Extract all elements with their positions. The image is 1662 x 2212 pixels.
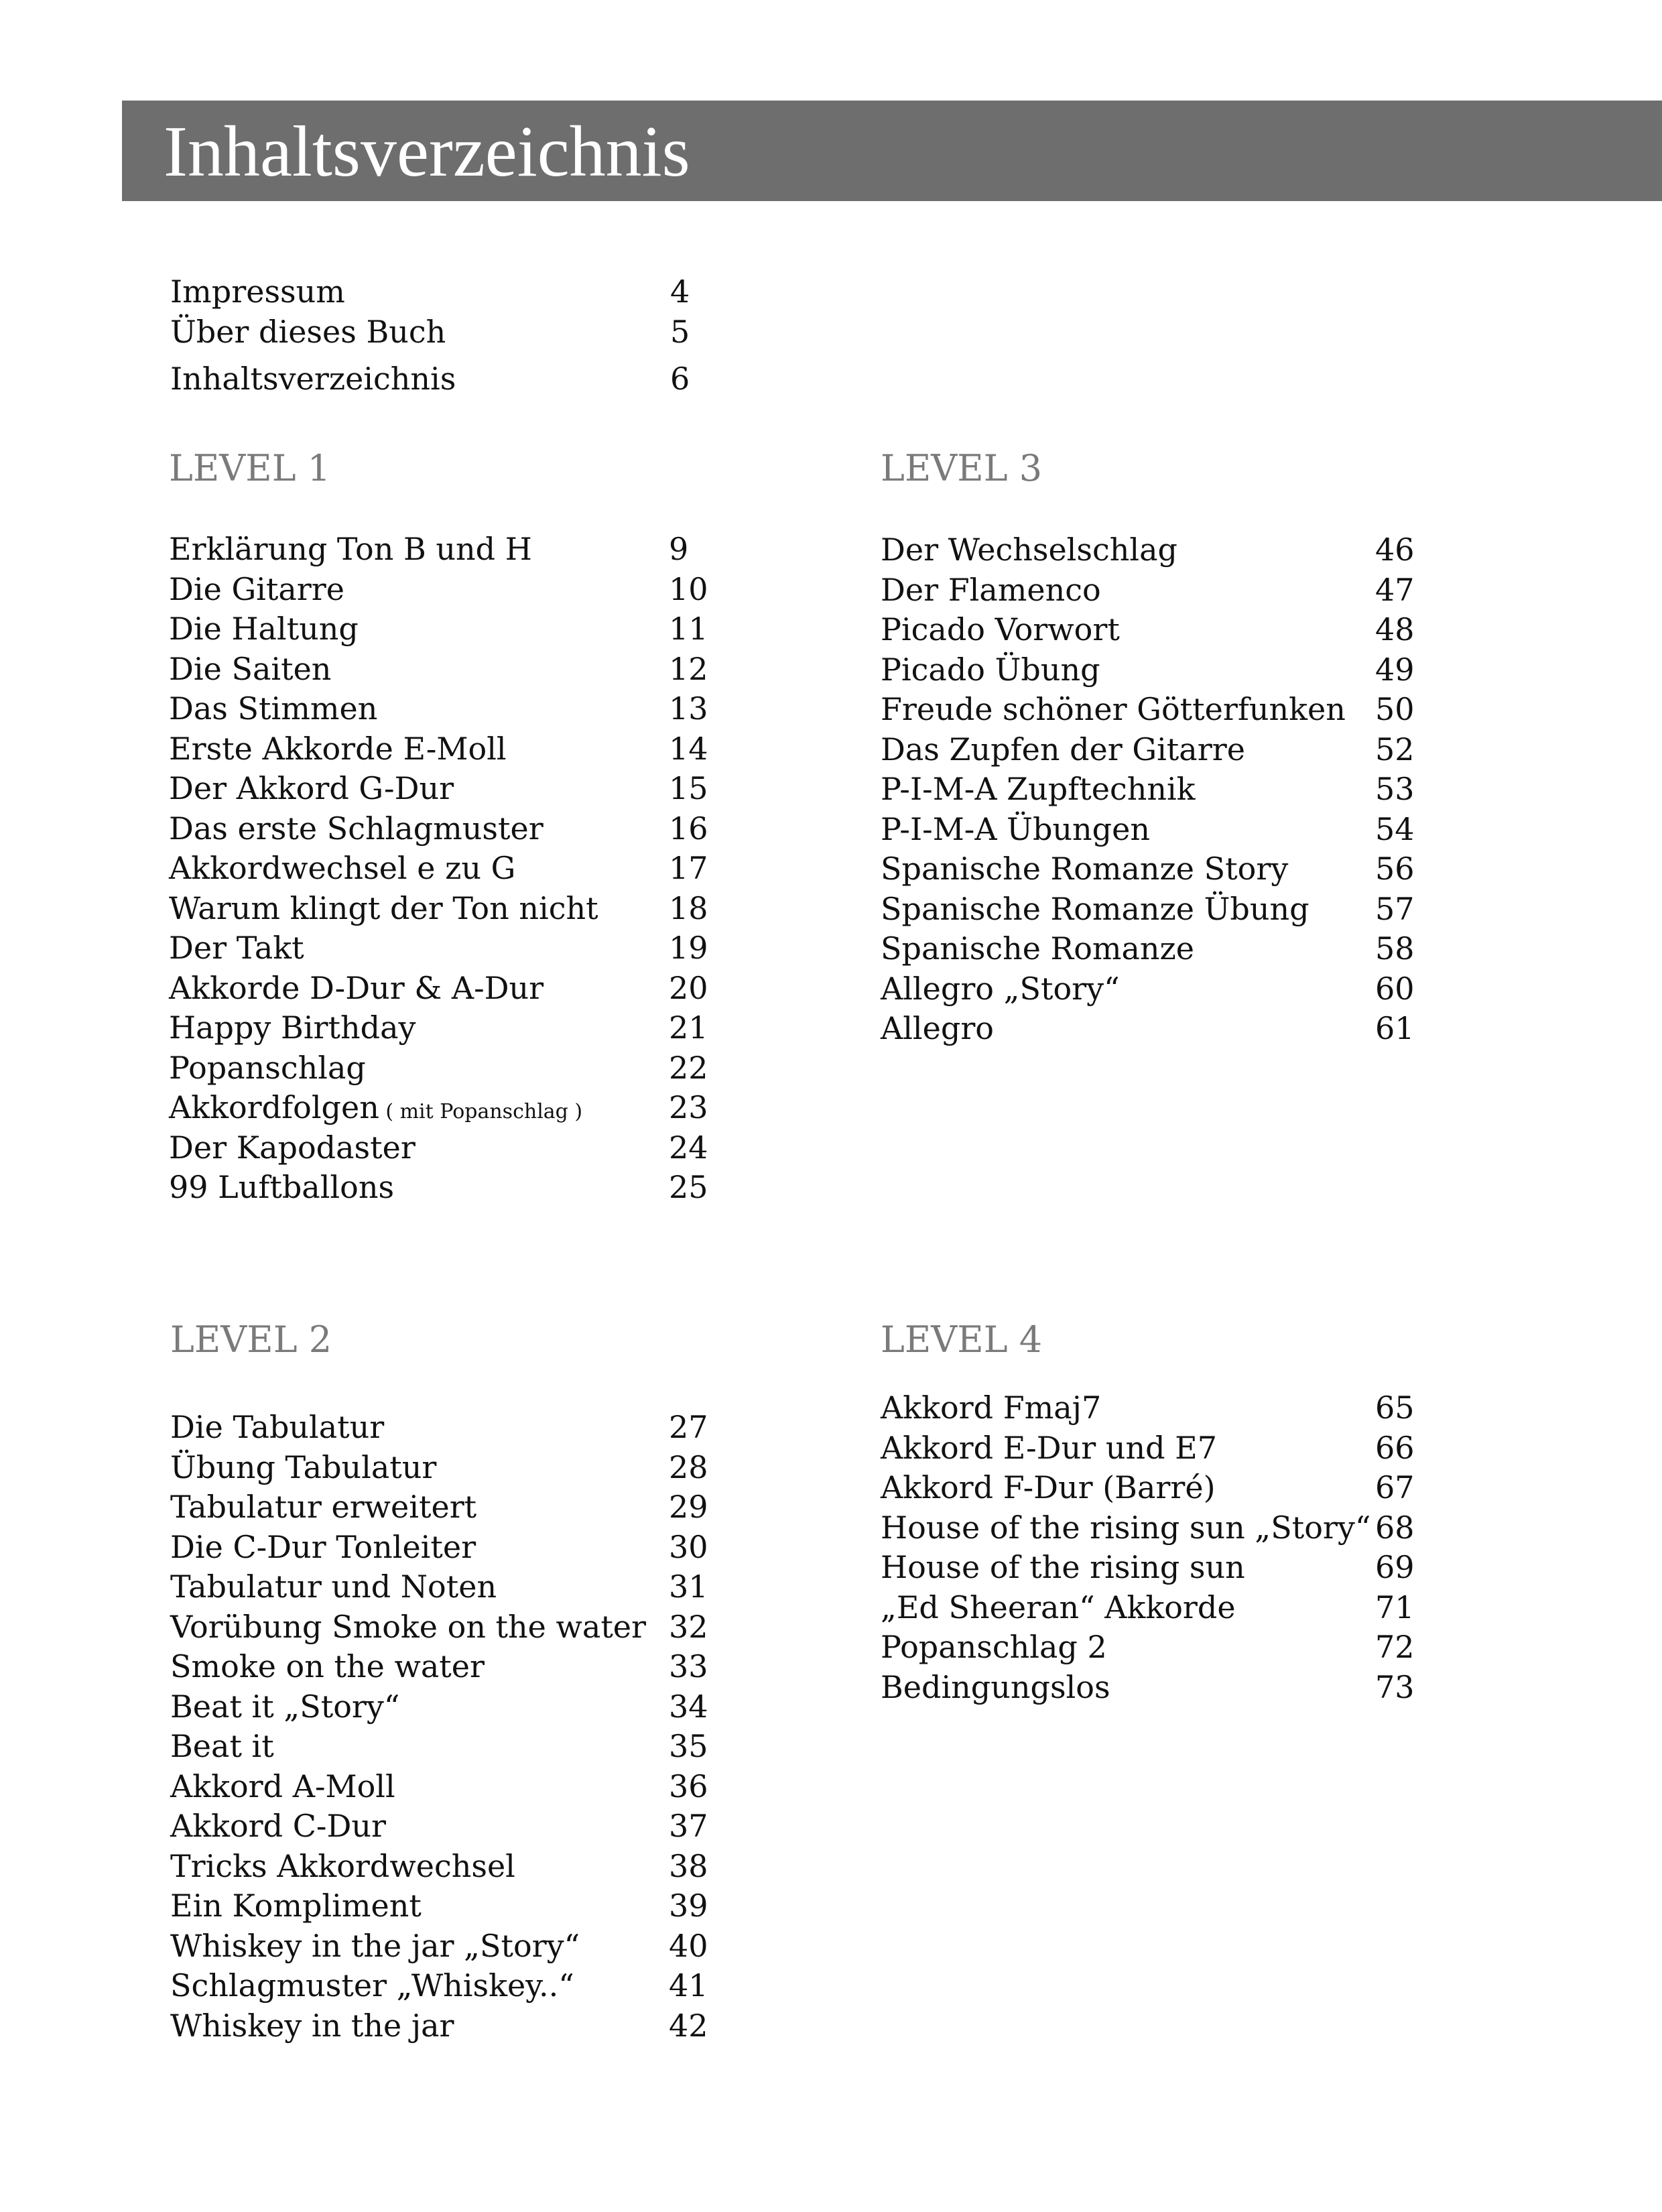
toc-entry[interactable]	[170, 1886, 722, 1926]
toc-entry[interactable]	[170, 359, 724, 399]
toc-entry-title-text: Impressum	[170, 273, 345, 310]
toc-entry-title-text: Akkord E-Dur und E7	[881, 1429, 1217, 1466]
toc-entry-title	[881, 530, 1177, 570]
toc-entry-page: 65	[1375, 1390, 1415, 1426]
toc-entry-title	[170, 1965, 574, 2006]
toc-entry-title	[170, 312, 446, 352]
toc-entry-page: 60	[1375, 970, 1415, 1007]
toc-entry-title	[170, 359, 456, 399]
toc-entry-page: 41	[669, 1967, 708, 2004]
toc-entry-title-text: Popanschlag 2	[881, 1629, 1107, 1665]
toc-entry-title-text: Die Saiten	[169, 650, 332, 687]
toc-entry[interactable]	[169, 968, 722, 1008]
toc-entry-title-text: House of the rising sun	[881, 1549, 1245, 1585]
toc-entry-title-text: Der Flamenco	[881, 571, 1101, 608]
toc-entry-page: 58	[1375, 930, 1415, 967]
toc-entry-title-text: Akkord A-Moll	[170, 1768, 395, 1804]
toc-entry-page: 71	[1375, 1589, 1415, 1625]
toc-entry-title	[881, 1388, 1101, 1428]
toc-entry[interactable]	[881, 1428, 1429, 1468]
toc-entry-title-text: Die Haltung	[169, 611, 359, 647]
toc-entry-title-text: Spanische Romanze	[881, 930, 1195, 967]
toc-entry[interactable]	[881, 928, 1429, 969]
toc-entry[interactable]	[881, 1508, 1429, 1548]
toc-entry[interactable]	[170, 1646, 722, 1686]
toc-entry-page: 16	[669, 810, 708, 847]
toc-entry-page: 67	[1375, 1469, 1415, 1506]
toc-entry-page: 49	[1375, 651, 1415, 688]
toc-entry-title-text: Das erste Schlagmuster	[169, 810, 544, 847]
toc-entry-title	[881, 1467, 1216, 1508]
toc-entry[interactable]	[170, 1766, 722, 1806]
toc-entry-title-text: Die Tabulatur	[170, 1409, 385, 1445]
toc-entry-title	[881, 849, 1288, 889]
toc-entry-title	[169, 609, 359, 649]
toc-entry-page: 21	[669, 1009, 708, 1046]
toc-entry-page: 73	[1375, 1668, 1415, 1705]
toc-entry[interactable]	[881, 1547, 1429, 1587]
toc-entry-title	[881, 689, 1346, 729]
toc-entry-page: 48	[1375, 611, 1415, 648]
toc-entry[interactable]	[170, 1447, 722, 1487]
toc-entry-note: ( mit Popanschlag )	[379, 1100, 583, 1123]
toc-entry-title	[169, 1167, 394, 1207]
toc-entry-page: 31	[669, 1569, 708, 1605]
toc-entry-title	[881, 1627, 1107, 1667]
toc-entry[interactable]	[170, 2006, 722, 2046]
toc-entry[interactable]	[169, 848, 722, 888]
toc-entry-page: 33	[669, 1648, 708, 1684]
level-heading: LEVEL 4	[881, 1318, 1043, 1361]
toc-entry-title	[170, 1726, 274, 1766]
toc-entry-page: 68	[1375, 1509, 1415, 1546]
toc-entry[interactable]	[170, 1407, 722, 1447]
toc-entry-page: 14	[669, 730, 708, 767]
toc-entry-title-text: Beat it „Story“	[170, 1688, 400, 1725]
toc-entry-title	[169, 768, 454, 808]
toc-entry-page: 47	[1375, 571, 1415, 608]
toc-entry-title-text: „Ed Sheeran“ Akkorde	[881, 1589, 1236, 1625]
toc-entry-page: 5	[670, 314, 690, 350]
toc-entry-title-text: Whiskey in the jar „Story“	[170, 1927, 580, 1964]
toc-entry[interactable]	[170, 1527, 722, 1567]
toc-entry-title	[881, 928, 1194, 969]
toc-entry-title	[881, 969, 1120, 1009]
toc-entry-title	[881, 889, 1309, 929]
toc-entry-page: 46	[1375, 532, 1415, 568]
toc-entry-title	[881, 729, 1245, 770]
toc-entry-title	[170, 1487, 476, 1527]
toc-entry-page: 27	[669, 1409, 708, 1445]
toc-entry-page: 66	[1375, 1429, 1415, 1466]
toc-entry-title	[169, 848, 515, 888]
toc-entry-title-text: Picado Vorwort	[881, 611, 1120, 648]
toc-entry-title	[169, 968, 544, 1008]
toc-entry[interactable]	[170, 1566, 722, 1607]
toc-entry-title-text: Spanische Romanze Story	[881, 851, 1289, 887]
toc-entry-page: 12	[669, 650, 708, 687]
toc-entry[interactable]	[170, 312, 724, 352]
toc-entry-title-text: Akkord Fmaj7	[881, 1390, 1102, 1426]
level-heading: LEVEL 3	[881, 447, 1043, 489]
toc-entry-title	[170, 1527, 476, 1567]
toc-entry-page: 69	[1375, 1549, 1415, 1585]
toc-entry[interactable]	[169, 768, 722, 808]
toc-entry-title-text: P-I-M-A Zupftechnik	[881, 771, 1196, 807]
toc-entry-title-text: House of the rising sun „Story“	[881, 1509, 1371, 1546]
toc-entry[interactable]	[170, 1487, 722, 1527]
toc-entry-title-text: Freude schöner Götterfunken	[881, 691, 1346, 727]
toc-entry[interactable]	[170, 271, 724, 312]
toc-entry-page: 42	[669, 2007, 708, 2044]
toc-entry[interactable]	[169, 1127, 722, 1168]
toc-entry-title	[170, 1566, 497, 1607]
toc-entry-title-text: Tabulatur und Noten	[170, 1569, 497, 1605]
toc-entry-page: 15	[669, 770, 708, 806]
toc-entry-title	[170, 1686, 399, 1727]
toc-entry-page: 39	[669, 1888, 708, 1924]
toc-entry-title-text: Tricks Akkordwechsel	[170, 1847, 515, 1884]
toc-entry-page: 52	[1375, 731, 1415, 767]
toc-entry-title	[881, 570, 1101, 610]
toc-entry-title	[170, 2006, 454, 2046]
toc-entry-title	[170, 1646, 485, 1686]
toc-entry-page: 9	[669, 531, 689, 567]
toc-entry-page: 18	[669, 889, 708, 926]
toc-entry-title	[881, 1428, 1217, 1468]
toc-entry[interactable]	[169, 688, 722, 729]
toc-entry-page: 36	[669, 1768, 708, 1804]
toc-entry-title	[881, 650, 1100, 690]
toc-entry[interactable]	[170, 1926, 722, 1966]
toc-entry-title	[881, 1667, 1110, 1707]
toc-entry-title	[169, 569, 344, 609]
toc-entry[interactable]	[170, 1965, 722, 2006]
toc-entry-page: 53	[1375, 771, 1415, 807]
toc-entry[interactable]	[881, 849, 1429, 889]
toc-entry-title-text: Spanische Romanze Übung	[881, 890, 1309, 927]
toc-entry-title-text: Übung Tabulatur	[170, 1449, 437, 1485]
toc-entry-title	[169, 1127, 416, 1168]
toc-entry-page: 40	[669, 1927, 708, 1964]
toc-entry-title	[881, 809, 1150, 849]
toc-entry-title-text: Vorübung Smoke on the water	[170, 1608, 647, 1645]
toc-entry-page: 72	[1375, 1629, 1415, 1665]
toc-entry-title-text: Das Stimmen	[169, 690, 378, 727]
toc-entry-title	[170, 271, 345, 312]
toc-entry-title	[170, 1926, 580, 1966]
toc-entry-title-text: Akkordwechsel e zu G	[169, 850, 516, 886]
toc-entry-title-text: Schlagmuster „Whiskey..“	[170, 1967, 574, 2004]
toc-entry[interactable]	[170, 1726, 722, 1766]
toc-entry-title	[169, 1048, 366, 1088]
toc-entry-page: 61	[1375, 1010, 1415, 1046]
toc-entry-title	[170, 1607, 646, 1647]
toc-entry-title-text: Die Gitarre	[169, 570, 345, 607]
toc-entry-title-text: Akkord F-Dur (Barré)	[881, 1469, 1216, 1506]
toc-entry-page: 32	[669, 1608, 708, 1645]
toc-entry-title-text: P-I-M-A Übungen	[881, 810, 1150, 847]
toc-entry[interactable]	[881, 570, 1429, 610]
toc-entry-title	[170, 1846, 515, 1886]
toc-entry-page: 34	[669, 1688, 708, 1725]
toc-entry-page: 4	[670, 273, 690, 310]
toc-entry[interactable]	[881, 609, 1429, 650]
toc-entry[interactable]	[169, 1007, 722, 1048]
toc-entry-title	[169, 729, 507, 769]
toc-entry-title	[881, 1508, 1370, 1548]
toc-entry[interactable]	[169, 888, 722, 928]
toc-entry[interactable]	[881, 1667, 1429, 1707]
toc-entry[interactable]	[881, 689, 1429, 729]
toc-entry-title-text: Die C-Dur Tonleiter	[170, 1528, 476, 1565]
toc-entry-title-text: Das Zupfen der Gitarre	[881, 731, 1245, 767]
toc-entry-title-text: Über dieses Buch	[170, 314, 446, 350]
toc-entry-title	[169, 888, 598, 928]
header-bar	[122, 101, 1662, 201]
toc-entry-page: 30	[669, 1528, 708, 1565]
toc-entry-title	[881, 1008, 994, 1048]
toc-entry-page: 6	[670, 361, 690, 397]
toc-entry-title-text: Inhaltsverzeichnis	[170, 361, 456, 397]
toc-entry[interactable]	[881, 769, 1429, 809]
toc-entry[interactable]	[881, 729, 1429, 770]
toc-entry-title	[169, 529, 532, 569]
toc-entry-page: 22	[669, 1049, 708, 1086]
toc-entry-page: 38	[669, 1847, 708, 1884]
toc-entry-title	[170, 1886, 422, 1926]
toc-entry-page: 24	[669, 1129, 708, 1166]
toc-entry-title-text: Der Akkord G-Dur	[169, 770, 454, 806]
toc-entry[interactable]	[881, 530, 1429, 570]
toc-entry-title-text: Bedingungslos	[881, 1668, 1110, 1705]
toc-entry-title	[881, 1547, 1245, 1587]
toc-entry-page: 56	[1375, 851, 1415, 887]
toc-entry-title-text: Akkord C-Dur	[170, 1808, 386, 1844]
toc-entry-title	[170, 1407, 384, 1447]
toc-entry[interactable]	[170, 1686, 722, 1727]
toc-entry-title-text: Popanschlag	[169, 1049, 366, 1086]
toc-entry-title-text: Picado Übung	[881, 651, 1100, 688]
toc-entry-title	[881, 1587, 1236, 1627]
toc-entry-page: 19	[669, 930, 708, 966]
toc-entry-title	[169, 1087, 582, 1132]
toc-entry-title	[169, 928, 304, 968]
toc-entry-title-text: Erklärung Ton B und H	[169, 531, 532, 567]
toc-entry[interactable]	[169, 1087, 722, 1127]
toc-entry[interactable]	[170, 1806, 722, 1846]
toc-entry-title	[170, 1766, 395, 1806]
toc-entry-title-text: Smoke on the water	[170, 1648, 485, 1684]
toc-entry-page: 37	[669, 1808, 708, 1844]
toc-entry-title	[169, 649, 331, 689]
toc-entry-page: 25	[669, 1169, 708, 1205]
toc-entry-title-text: Warum klingt der Ton nicht	[169, 889, 598, 926]
toc-entry-title-text: Allegro „Story“	[881, 970, 1120, 1007]
toc-entry-title	[170, 1806, 386, 1846]
toc-entry[interactable]	[881, 1467, 1429, 1508]
toc-entry-page: 57	[1375, 890, 1415, 927]
toc-entry[interactable]	[881, 889, 1429, 929]
toc-entry-title-text: Happy Birthday	[169, 1009, 416, 1046]
toc-entry-page: 13	[669, 690, 708, 727]
toc-entry-page: 28	[669, 1449, 708, 1485]
toc-entry-title-text: Akkorde D-Dur & A-Dur	[169, 969, 544, 1006]
level-heading: LEVEL 1	[169, 447, 331, 489]
toc-entry-title	[169, 1007, 416, 1048]
toc-entry[interactable]	[170, 1846, 722, 1886]
toc-entry[interactable]	[881, 1008, 1429, 1048]
toc-entry-page: 20	[669, 969, 708, 1006]
toc-entry-title	[881, 769, 1196, 809]
toc-entry-title	[881, 609, 1120, 650]
toc-entry-title-text: Der Takt	[169, 930, 304, 966]
toc-entry[interactable]	[881, 1627, 1429, 1667]
toc-entry-title-text: Beat it	[170, 1728, 274, 1764]
toc-entry-page: 23	[669, 1089, 708, 1125]
toc-entry[interactable]	[881, 650, 1429, 690]
toc-entry-title	[170, 1447, 436, 1487]
toc-entry[interactable]	[169, 609, 722, 649]
toc-entry-title-text: Der Kapodaster	[169, 1129, 416, 1166]
toc-entry[interactable]	[169, 569, 722, 609]
toc-entry-page: 29	[669, 1489, 708, 1525]
toc-entry-title	[169, 808, 544, 849]
toc-entry-page: 50	[1375, 691, 1415, 727]
toc-entry-title-text: Erste Akkorde E-Moll	[169, 730, 507, 767]
toc-entry-title-text: 99 Luftballons	[169, 1169, 395, 1205]
toc-entry[interactable]	[169, 1167, 722, 1207]
toc-entry-page: 11	[669, 611, 708, 647]
toc-entry[interactable]	[169, 808, 722, 849]
toc-entry-page: 54	[1375, 810, 1415, 847]
toc-entry[interactable]	[881, 969, 1429, 1009]
toc-entry-title-text: Allegro	[881, 1010, 994, 1046]
toc-entry-title-text: Tabulatur erweitert	[170, 1489, 477, 1525]
toc-entry-title-text: Whiskey in the jar	[170, 2007, 454, 2044]
toc-entry[interactable]	[170, 1607, 722, 1647]
page-title: Inhaltsverzeichnis	[164, 112, 690, 192]
toc-entry-title-text: Der Wechselschlag	[881, 532, 1177, 568]
toc-entry[interactable]	[169, 729, 722, 769]
toc-entry-title-text: Ein Kompliment	[170, 1888, 422, 1924]
toc-entry[interactable]	[881, 1388, 1429, 1428]
toc-entry-title	[169, 688, 377, 729]
toc-entry[interactable]	[169, 1048, 722, 1088]
toc-entry-page: 35	[669, 1728, 708, 1764]
toc-entry-title-text: Akkordfolgen	[169, 1089, 379, 1125]
toc-entry[interactable]	[881, 809, 1429, 849]
toc-entry-page: 17	[669, 850, 708, 886]
toc-entry[interactable]	[169, 649, 722, 689]
toc-entry[interactable]	[169, 529, 722, 569]
toc-entry[interactable]	[881, 1587, 1429, 1627]
level-heading: LEVEL 2	[170, 1318, 332, 1361]
toc-entry[interactable]	[169, 928, 722, 968]
toc-entry-page: 10	[669, 570, 708, 607]
